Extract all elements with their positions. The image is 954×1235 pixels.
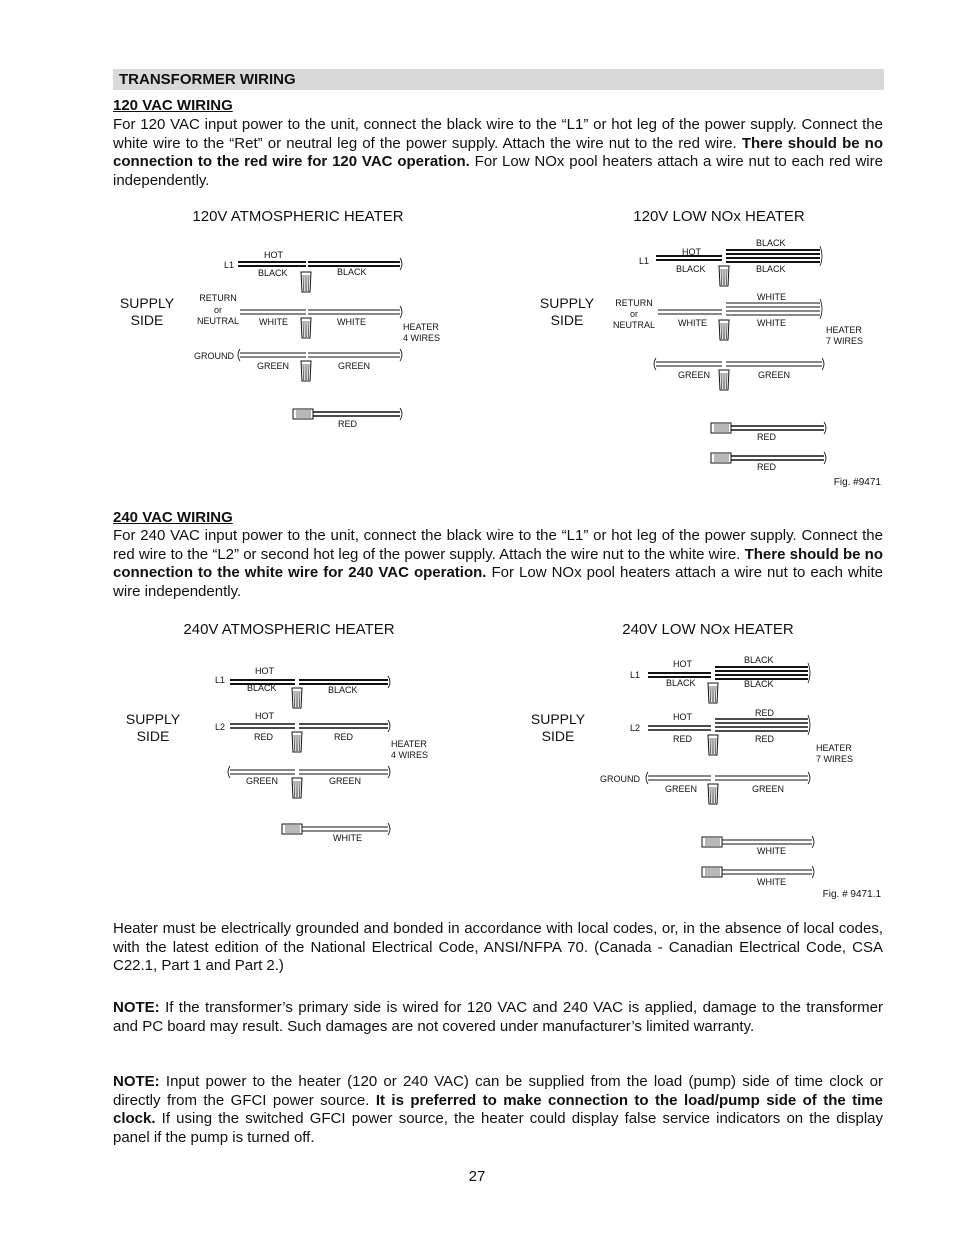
supply-label-line2: SIDE [136,728,170,744]
wire-nut-icon [702,837,722,847]
label-green-heater: GREEN [752,784,785,794]
supply-label-line1: SUPPLY [539,295,595,311]
label-white-heater: WHITE [337,317,366,327]
label-white-heater: WHITE [757,318,786,328]
note-power-source [113,1073,883,1148]
label-green-supply: GREEN [665,784,698,794]
note-label: NOTE: [113,1073,160,1090]
page-number: 27 [468,1168,486,1185]
label-white-2: WHITE [757,877,786,887]
wire-nut-icon [708,683,718,703]
text-240-part1: For 240 VAC input power to the unit, connect the black wire to the “L1” or hot leg of the power supply. Connect the red wire to the “L2” or second hot leg of the power supply. Attach the wire nut to the white wire. [113,527,883,563]
label-red-heater: RED [334,732,354,742]
label-white: WHITE [333,833,362,843]
label-black-supply: BLACK [247,683,277,693]
note-text: If the transformer’s primary side is wired for 120 VAC and 240 VAC is applied, damage to the transformer and PC board may result. Such damages are not covered under manufacturer’s limited warranty. [113,999,883,1035]
diagram-title-120-atmospheric: 120V ATMOSPHERIC HEATER [192,208,404,225]
label-return: RETURN [199,293,237,303]
note-text-part1: Input power to the heater (120 or 240 VAC) can be supplied from the load (pump) side of time clock or directly from the GFCI power source. [113,1073,883,1109]
heading-240-vac: 240 VAC WIRING [113,509,233,526]
figure-number: Fig. #9471 [833,477,881,488]
label-ground: GROUND [600,774,640,784]
label-heater-wires: 4 WIRES [403,333,441,343]
label-red-top: RED [755,708,775,718]
label-neutral: NEUTRAL [196,316,240,326]
wire-nut-icon [292,688,302,708]
label-or: or [213,305,223,315]
label-black-supply: BLACK [666,678,696,688]
label-heater: HEATER [391,739,427,749]
label-red-supply: RED [254,732,274,742]
label-green-supply: GREEN [246,776,279,786]
diagram-title-240-low-nox: 240V LOW NOx HEATER [622,621,794,638]
label-heater-wires: 4 WIRES [391,750,429,760]
label-red-2: RED [757,462,777,472]
label-green-heater: GREEN [329,776,362,786]
supply-label-line1: SUPPLY [125,711,181,727]
text-120-bold: There should be no connection to the red wire for 120 VAC operation. [113,134,884,171]
label-heater-wires: 7 WIRES [816,754,854,764]
label-red-supply: RED [673,734,693,744]
label-hot: HOT [264,250,283,260]
text-120-part1: For 120 VAC input power to the unit, connect the black wire to the “L1” or hot leg of the power supply. Connect the white wire to the “Ret” or neutral leg of the power supply. Attach the wire nut to the red wire. [113,116,883,152]
label-ground: GROUND [194,351,234,361]
label-hot: HOT [673,712,692,722]
label-green-heater: GREEN [338,361,371,371]
text-120-part2: For Low NOx pool heaters attach a wire nut to each red wire independently. [113,153,883,190]
label-l1: L1 [215,675,226,685]
label-heater: HEATER [816,743,852,753]
label-red-heater: RED [755,734,775,744]
diagram-title-240-atmospheric: 240V ATMOSPHERIC HEATER [183,621,395,638]
label-black-heater: BLACK [328,685,358,695]
note-text-part2: If using the switched GFCI power source, the heater could display false service indicators on the display panel if the pump is turned off. [113,1110,883,1147]
wire-nut-icon [708,735,718,755]
heading-120-vac: 120 VAC WIRING [113,97,233,114]
supply-label-line2: SIDE [550,312,584,328]
label-hot: HOT [673,659,692,669]
wire-nut-icon [702,867,722,877]
label-l2: L2 [215,722,226,732]
label-black-supply: BLACK [258,268,288,278]
label-l1: L1 [630,670,641,680]
label-heater-wires: 7 WIRES [826,336,864,346]
label-return: RETURN [615,298,653,308]
label-black-top: BLACK [756,238,786,248]
label-l1: L1 [639,256,650,266]
label-white-top: WHITE [757,292,786,302]
label-white-1: WHITE [757,846,786,856]
wire-nut-icon [292,732,302,752]
label-black-supply: BLACK [676,264,706,274]
grounding-paragraph: Heater must be electrically grounded and bonded in accordance with local codes, or, in the absence of local codes, with the latest edition of the National Electrical Code, ANSI/NFPA 70. (Canada - Canadian Electrical Code, CSA C22.1, Part 1 and Part 2.) [113,920,883,975]
label-green-supply: GREEN [257,361,290,371]
label-hot: HOT [255,711,274,721]
label-or: or [629,309,639,319]
note-transformer [113,999,883,1036]
label-black-heater: BLACK [744,679,774,689]
label-white-supply: WHITE [678,318,707,328]
label-black-top: BLACK [744,655,774,665]
label-green-heater: GREEN [758,370,791,380]
section-title: TRANSFORMER WIRING [119,71,296,88]
label-l1: L1 [224,260,235,270]
label-neutral: NEUTRAL [612,320,656,330]
label-heater: HEATER [403,322,439,332]
wire-nut-icon [282,824,302,834]
supply-label-line2: SIDE [130,312,164,328]
label-hot: HOT [682,247,701,257]
text-240-part2: For Low NOx pool heaters attach a wire nut to each white wire independently. [113,564,884,601]
label-black-heater: BLACK [337,267,367,277]
wire-nut-icon [708,784,718,804]
label-green-supply: GREEN [678,370,711,380]
text-240-bold: There should be no connection to the white wire for 240 VAC operation. [113,545,883,582]
label-black-heater: BLACK [756,264,786,274]
wire-nut-icon [292,778,302,798]
supply-label-line2: SIDE [541,728,575,744]
label-hot: HOT [255,666,274,676]
diagram-title-120-low-nox: 120V LOW NOx HEATER [633,208,805,225]
supply-label-line1: SUPPLY [119,295,175,311]
figure-number: Fig. # 9471.1 [822,889,881,900]
note-text-bold: It is preferred to make connection to the load/pump side of the time clock. [113,1091,883,1128]
supply-label-line1: SUPPLY [530,711,586,727]
label-heater: HEATER [826,325,862,335]
label-l2: L2 [630,723,641,733]
label-red: RED [338,419,358,429]
label-white-supply: WHITE [259,317,288,327]
label-red-1: RED [757,432,777,442]
note-label: NOTE: [113,999,160,1016]
